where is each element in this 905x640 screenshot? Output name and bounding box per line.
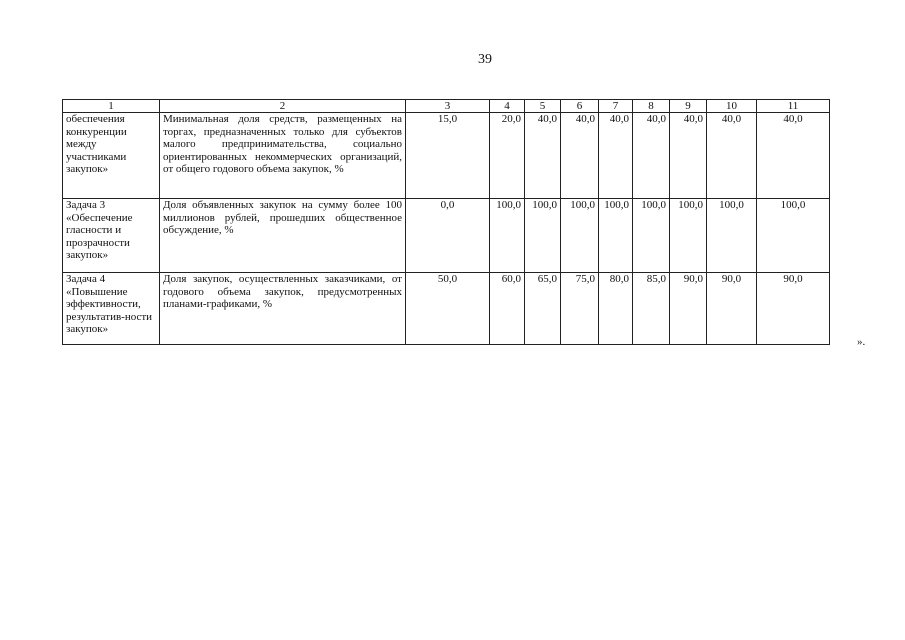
value-cell: 100,0: [490, 199, 525, 273]
closing-quote-mark: ».: [857, 336, 866, 348]
table-header-row: [63, 100, 830, 113]
value-cell: 75,0: [561, 273, 599, 345]
value-cell: 90,0: [670, 273, 707, 345]
value-cell: 40,0: [525, 113, 561, 199]
indicator-cell: Минимальная доля средств, размещенных на торгах, предназначенных только для субъектов малого предпринимательства, социально ориентированных некоммерческих организаций, от общего годового объема закупок, %: [160, 113, 406, 199]
header-cell: 7: [599, 100, 633, 113]
header-cell: 10: [707, 100, 757, 113]
value-cell: 40,0: [599, 113, 633, 199]
value-cell: 20,0: [490, 113, 525, 199]
task-cell: обеспечения конкуренции между участниками закупок»: [63, 113, 160, 199]
value-cell: 40,0: [633, 113, 670, 199]
task-cell: Задача 4 «Повышение эффективности, результатив-ности закупок»: [63, 273, 160, 345]
header-cell: 4: [490, 100, 525, 113]
header-cell: 5: [525, 100, 561, 113]
page-number: 39: [478, 52, 492, 67]
indicators-table: [62, 99, 830, 345]
table-row: [63, 199, 830, 273]
value-cell: 15,0: [406, 113, 490, 199]
header-cell: 3: [406, 100, 490, 113]
value-cell: 100,0: [633, 199, 670, 273]
value-cell: 40,0: [561, 113, 599, 199]
value-cell: 60,0: [490, 273, 525, 345]
value-cell: 0,0: [406, 199, 490, 273]
value-cell: 50,0: [406, 273, 490, 345]
indicator-cell: Доля закупок, осуществленных заказчиками, от годового объема закупок, предусмотренных планами-графиками, %: [160, 273, 406, 345]
value-cell: 100,0: [599, 199, 633, 273]
value-cell: 100,0: [707, 199, 757, 273]
value-cell: 100,0: [561, 199, 599, 273]
task-cell: Задача 3 «Обеспечение гласности и прозрачности закупок»: [63, 199, 160, 273]
header-cell: 1: [63, 100, 160, 113]
header-cell: 11: [757, 100, 830, 113]
value-cell: 65,0: [525, 273, 561, 345]
value-cell: 40,0: [757, 113, 830, 199]
value-cell: 40,0: [707, 113, 757, 199]
value-cell: 100,0: [757, 199, 830, 273]
header-cell: 6: [561, 100, 599, 113]
value-cell: 85,0: [633, 273, 670, 345]
table-row: [63, 273, 830, 345]
header-cell: 8: [633, 100, 670, 113]
value-cell: 80,0: [599, 273, 633, 345]
value-cell: 100,0: [525, 199, 561, 273]
header-cell: 2: [160, 100, 406, 113]
value-cell: 90,0: [707, 273, 757, 345]
indicator-cell: Доля объявленных закупок на сумму более 100 миллионов рублей, прошедших общественное обсуждение, %: [160, 199, 406, 273]
value-cell: 90,0: [757, 273, 830, 345]
header-cell: 9: [670, 100, 707, 113]
table-row: [63, 113, 830, 199]
value-cell: 40,0: [670, 113, 707, 199]
value-cell: 100,0: [670, 199, 707, 273]
